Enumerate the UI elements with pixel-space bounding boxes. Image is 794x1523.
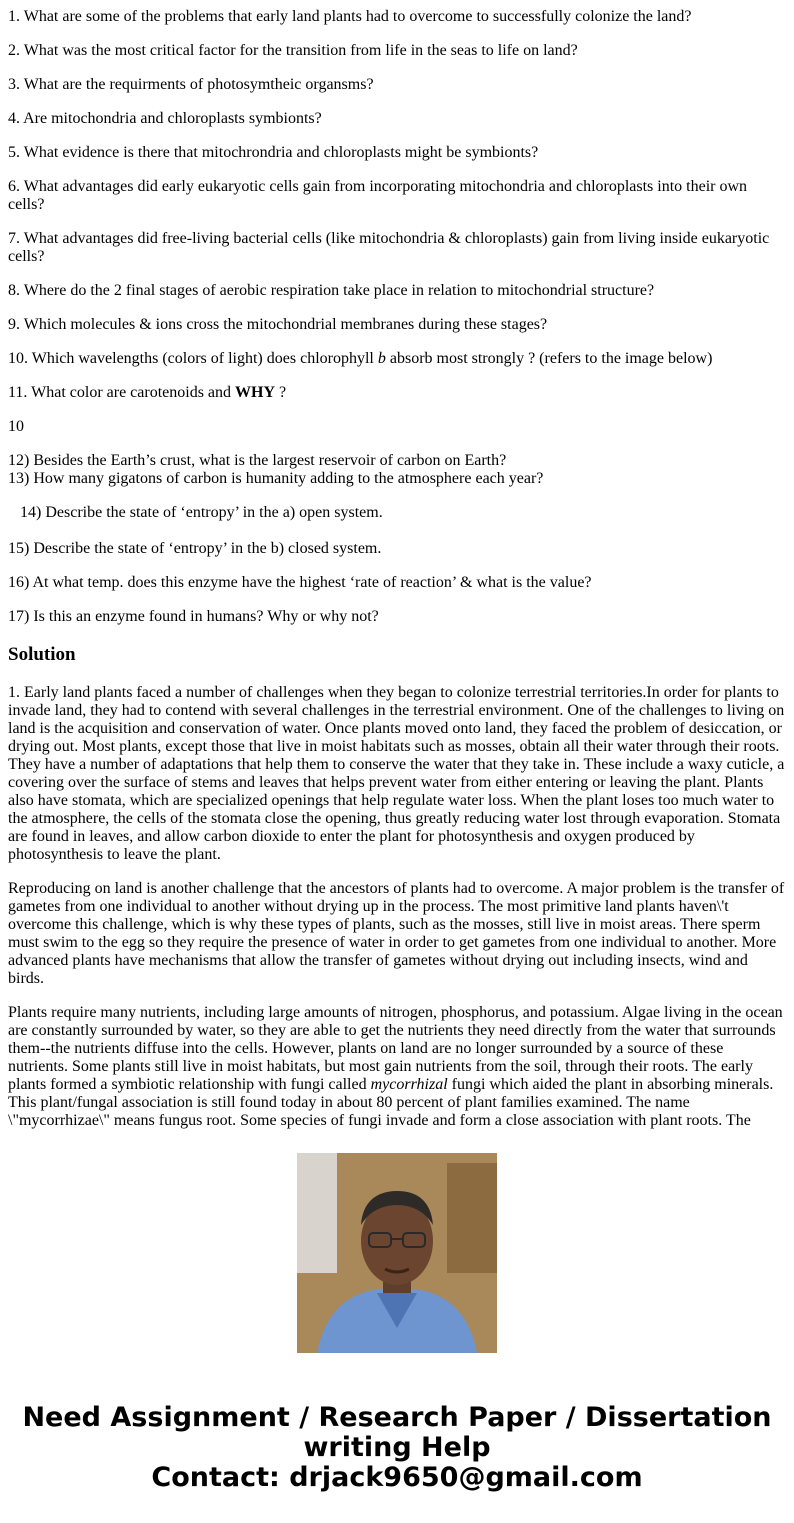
question-13: 13) How many gigatons of carbon is humanity adding to the atmosphere each year? xyxy=(8,470,544,487)
image-marker: 10 xyxy=(8,418,24,435)
question-11 xyxy=(8,384,786,402)
question-1: 1. What are some of the problems that early land plants had to overcome to successfully colonize the land? xyxy=(8,8,692,25)
question-4: 4. Are mitochondria and chloroplasts symbionts? xyxy=(8,110,322,127)
question-2: 2. What was the most critical factor for the transition from life in the seas to life on land? xyxy=(8,42,578,59)
promo-text xyxy=(0,1403,794,1493)
promo-contact: Contact: drjack9650@gmail.com xyxy=(151,1462,643,1493)
promo-section xyxy=(0,1153,794,1493)
question-11-before: 11. What color are carotenoids and xyxy=(8,384,236,401)
question-10 xyxy=(8,350,786,368)
answer-paragraph-3-before: Plants require many nutrients, including large amounts of nitrogen, phosphorus, and potassium. Algae living in the ocean are constantly surrounded by water, so they are able to get the nutrients they need directly from the water that surrounds them--the nutrients diffuse into the cells. However, plants on land are no longer surrounded by a source of these nutrients. Some plants still live in moist habitats, but most gain nutrients from the soil, through their roots. The early plants formed a symbiotic relationship with fungi called xyxy=(8,1004,783,1093)
promo-line-1: Need Assignment / Research Paper / Dissertation xyxy=(22,1402,772,1433)
answer-paragraph-3-after: fungi which aided the plant in absorbing minerals. This plant/fungal association is still found today in about 80 percent of plant families examined. The name \"mycorrhizae\" means fungus root. Some species of fungi invade and form a close association with plant roots. The xyxy=(8,1076,774,1129)
answer-paragraph-1: 1. Early land plants faced a number of challenges when they began to colonize terrestrial territories.In order for plants to invade land, they had to contend with several challenges in the terrestrial environment. One of the challenges to living on land is the acquisition and conservation of water. Once plants moved onto land, they faced the problem of desiccation, or drying out. Most plants, except those that live in moist habitats such as mosses, obtain all their water through their roots. They have a number of adaptations that help them to conserve the water that they take in. These include a waxy cuticle, a covering over the surface of stems and leaves that helps prevent water from either entering or leaving the plant. Plants also have stomata, which are specialized openings that help regulate water loss. When the plant loses too much water to the atmosphere, the cells of the stomata close the opening, thus greatly reducing water lost through evaporation. Stomata are found in leaves, and allow carbon dioxide to enter the plant for photosynthesis and oxygen produced by photosynthesis to leave the plant. xyxy=(8,684,785,863)
question-10-italic: b xyxy=(377,350,386,367)
question-16: 16) At what temp. does this enzyme have the highest ‘rate of reaction’ & what is the value? xyxy=(8,574,592,591)
answer-paragraph-2: Reproducing on land is another challenge that the ancestors of plants had to overcome. A major problem is the transfer of gametes from one individual to another without drying up in the process. The most primitive land plants haven\'t overcome this challenge, which is why these types of plants, such as the mosses, still live in moist areas. There sperm must swim to the egg so they require the presence of water in order to get gametes from one individual to another. More advanced plants have mechanisms that allow the transfer of gametes without drying out including insects, wind and birds. xyxy=(8,880,785,987)
question-7: 7. What advantages did free-living bacterial cells (like mitochondria & chloroplasts) gain from living inside eukaryotic cells? xyxy=(8,230,770,265)
question-9: 9. Which molecules & ions cross the mitochondrial membranes during these stages? xyxy=(8,316,548,333)
solution-heading: Solution xyxy=(8,644,76,665)
promo-line-2: writing Help xyxy=(303,1432,491,1463)
question-12: 12) Besides the Earth’s crust, what is the largest reservoir of carbon on Earth? xyxy=(8,452,507,469)
solution-answer xyxy=(8,684,786,1129)
document-body xyxy=(8,0,786,1129)
question-8: 8. Where do the 2 final stages of aerobic respiration take place in relation to mitochondrial structure? xyxy=(8,282,655,299)
question-5: 5. What evidence is there that mitochrondria and chloroplasts might be symbionts? xyxy=(8,144,539,161)
question-11-bold: WHY xyxy=(235,384,276,401)
answer-paragraph-3 xyxy=(8,1004,786,1130)
question-14: 14) Describe the state of ‘entropy’ in the a) open system. xyxy=(20,504,383,521)
question-11-after: ? xyxy=(275,384,287,401)
question-3: 3. What are the requirments of photosymtheic organsms? xyxy=(8,76,374,93)
author-portrait-icon xyxy=(297,1153,497,1353)
question-10-after: absorb most strongly ? (refers to the image below) xyxy=(385,350,713,367)
question-6: 6. What advantages did early eukaryotic cells gain from incorporating mitochondria and chloroplasts into their own cells? xyxy=(8,178,748,213)
question-10-before: 10. Which wavelengths (colors of light) does chlorophyll xyxy=(8,350,378,367)
answer-paragraph-3-italic: mycorrhizal xyxy=(370,1076,448,1093)
author-avatar xyxy=(297,1153,497,1353)
question-15: 15) Describe the state of ‘entropy’ in the b) closed system. xyxy=(8,540,382,557)
question-17: 17) Is this an enzyme found in humans? Why or why not? xyxy=(8,608,379,625)
